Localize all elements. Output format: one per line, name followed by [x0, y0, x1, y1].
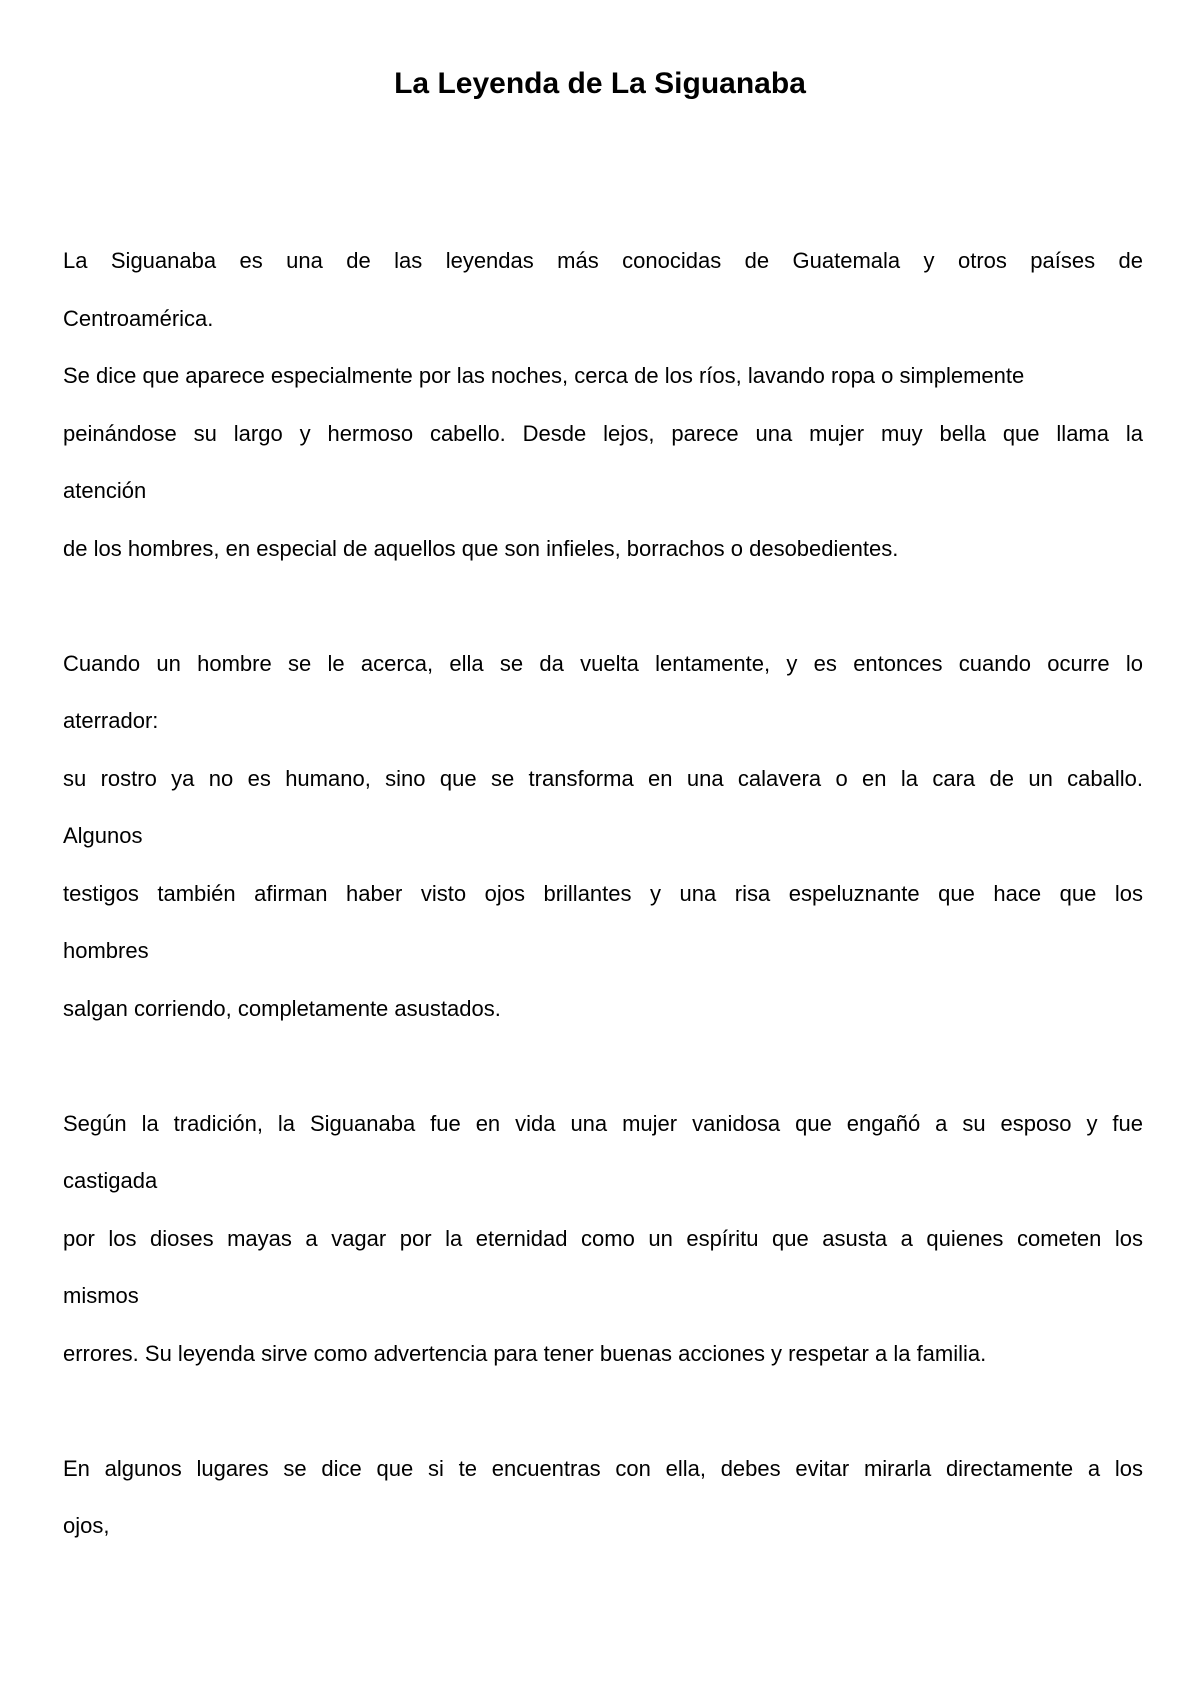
text-line: atención: [63, 478, 147, 503]
text-line: de los hombres, en especial de aquellos que son infieles, borrachos o desobedientes.: [63, 535, 899, 561]
text-line: salgan corriendo, completamente asustados.: [63, 995, 501, 1021]
text-line: Centroamérica.: [63, 305, 214, 331]
paragraph-4: [63, 1440, 1143, 1555]
text-line: ojos,: [63, 1513, 110, 1538]
text-line: hombres: [63, 938, 149, 963]
document-body: [63, 232, 1143, 1555]
text-line: Algunos: [63, 823, 143, 848]
paragraph-gap: [63, 1382, 1143, 1440]
paragraph-2: [63, 635, 1143, 1038]
paragraph-gap: [63, 577, 1143, 635]
text-line: Según la tradición, la Siguanaba fue en vida una mujer vanidosa que engañó a su esposo y fue: [63, 1110, 1143, 1136]
text-line: Cuando un hombre se le acerca, ella se da vuelta lentamente, y es entonces cuando ocurre lo: [63, 650, 1143, 676]
text-line: testigos también afirman haber visto ojos brillantes y una risa espeluznante que hace que los: [63, 880, 1143, 906]
text-line: aterrador:: [63, 708, 159, 733]
paragraph-gap: [63, 1037, 1143, 1095]
text-line: errores. Su leyenda sirve como advertencia para tener buenas acciones y respetar a la familia.: [63, 1340, 987, 1366]
document-title: La Leyenda de La Siguanaba: [394, 67, 806, 100]
text-line: Se dice que aparece especialmente por las noches, cerca de los ríos, lavando ropa o simplemente: [63, 363, 1025, 388]
paragraph-3: [63, 1095, 1143, 1383]
text-line: En algunos lugares se dice que si te encuentras con ella, debes evitar mirarla directamente a los: [63, 1455, 1143, 1481]
text-line: mismos: [63, 1283, 139, 1308]
text-line: peinándose su largo y hermoso cabello. Desde lejos, parece una mujer muy bella que llama la: [63, 420, 1143, 446]
paragraph-1: [63, 232, 1143, 577]
text-line: castigada: [63, 1168, 158, 1193]
text-line: su rostro ya no es humano, sino que se transforma en una calavera o en la cara de un caballo.: [63, 765, 1143, 791]
text-line: La Siguanaba es una de las leyendas más conocidas de Guatemala y otros países de: [63, 248, 1143, 273]
text-line: por los dioses mayas a vagar por la eternidad como un espíritu que asusta a quienes cometen los: [63, 1225, 1143, 1251]
